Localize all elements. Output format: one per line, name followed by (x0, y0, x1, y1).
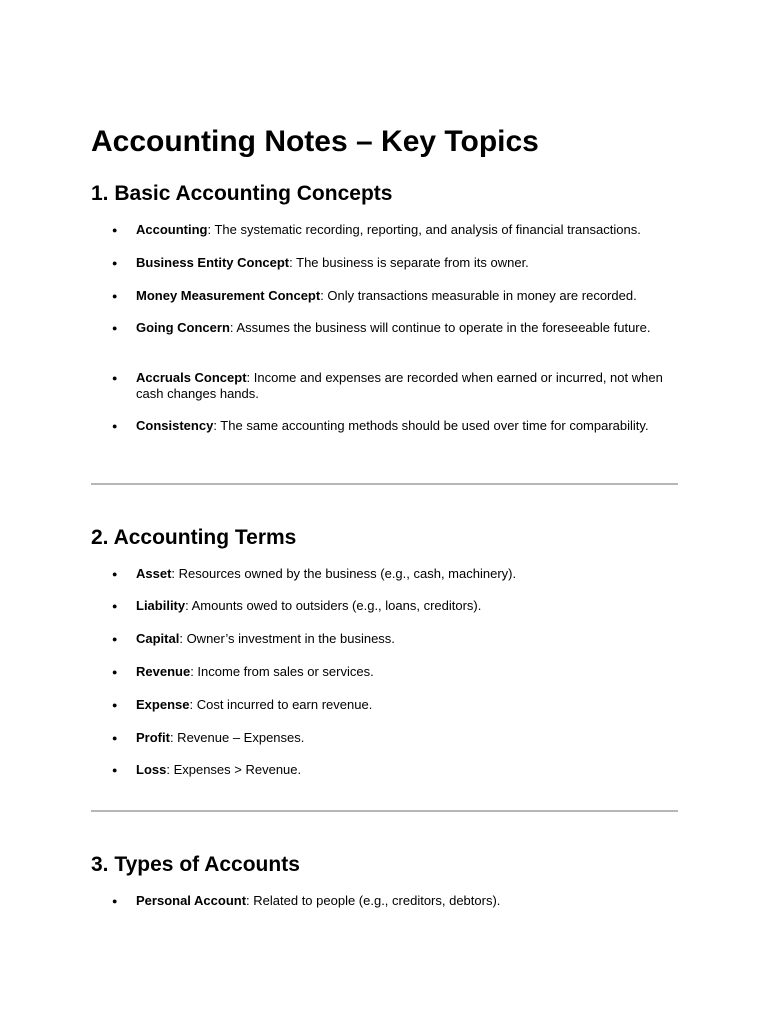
accounting-terms-list (91, 566, 678, 582)
list-item (91, 730, 678, 746)
term-label: Going Concern (136, 320, 230, 335)
list-item (91, 566, 678, 582)
list-item (91, 370, 678, 402)
term-label: Liability (136, 598, 186, 613)
term-label: Capital (136, 631, 180, 646)
accounting-terms-list (91, 762, 678, 778)
list-item (91, 664, 678, 680)
list-item (91, 288, 678, 304)
basic-concepts-list (91, 288, 678, 304)
term-definition: : Amounts owed to outsiders (e.g., loans, creditors). (185, 598, 482, 613)
list-item (91, 255, 678, 271)
accounting-terms-list (91, 697, 678, 713)
accounting-terms-list (91, 598, 678, 614)
list-item (91, 631, 678, 647)
term-label: Loss (136, 762, 167, 777)
term-label: Money Measurement Concept (136, 288, 321, 303)
term-definition: : The same accounting methods should be used over time for comparability. (213, 418, 649, 433)
basic-concepts-list (91, 320, 678, 336)
accounting-terms-list (91, 664, 678, 680)
term-label: Asset (136, 566, 172, 581)
list-item (91, 697, 678, 713)
list-item (91, 222, 678, 238)
basic-concepts-list (91, 255, 678, 271)
term-label: Consistency (136, 418, 214, 433)
section-divider (91, 810, 678, 812)
term-definition: : The business is separate from its owner. (289, 255, 529, 270)
term-definition: : Income and expenses are recorded when earned or incurred, not when cash changes hands. (136, 370, 663, 401)
section-heading-basic-concepts: 1. Basic Accounting Concepts (91, 182, 393, 205)
list-item (91, 762, 678, 778)
basic-concepts-list (91, 418, 678, 434)
term-definition: : Only transactions measurable in money are recorded. (320, 288, 637, 303)
term-label: Revenue (136, 664, 191, 679)
list-item (91, 598, 678, 614)
basic-concepts-list (91, 222, 678, 238)
term-definition: : Related to people (e.g., creditors, debtors). (246, 893, 501, 908)
term-definition: : Expenses > Revenue. (166, 762, 302, 777)
section-heading-types-of-accounts: 3. Types of Accounts (91, 853, 300, 876)
term-definition: : Revenue – Expenses. (169, 730, 305, 745)
list-item (91, 418, 678, 434)
term-definition: : Owner’s investment in the business. (179, 631, 395, 646)
term-label: Expense (136, 697, 190, 712)
accounting-terms-list (91, 631, 678, 647)
term-label: Profit (136, 730, 170, 745)
term-definition: : Cost incurred to earn revenue. (189, 697, 373, 712)
term-definition: : Assumes the business will continue to operate in the foreseeable future. (229, 320, 651, 335)
term-label: Accounting (136, 222, 208, 237)
term-definition: : The systematic recording, reporting, and analysis of financial transactions. (207, 222, 641, 237)
basic-concepts-list (91, 370, 678, 402)
section-heading-accounting-terms: 2. Accounting Terms (91, 526, 297, 549)
list-item (91, 320, 678, 336)
term-definition: : Income from sales or services. (190, 664, 374, 679)
term-label: Business Entity Concept (136, 255, 290, 270)
types-of-accounts-list (91, 893, 678, 909)
term-label: Accruals Concept (136, 370, 247, 385)
term-definition: : Resources owned by the business (e.g., cash, machinery). (171, 566, 517, 581)
list-item (91, 893, 678, 909)
accounting-terms-list (91, 730, 678, 746)
section-divider (91, 483, 678, 485)
term-label: Personal Account (136, 893, 247, 908)
document-title: Accounting Notes – Key Topics (91, 125, 539, 158)
